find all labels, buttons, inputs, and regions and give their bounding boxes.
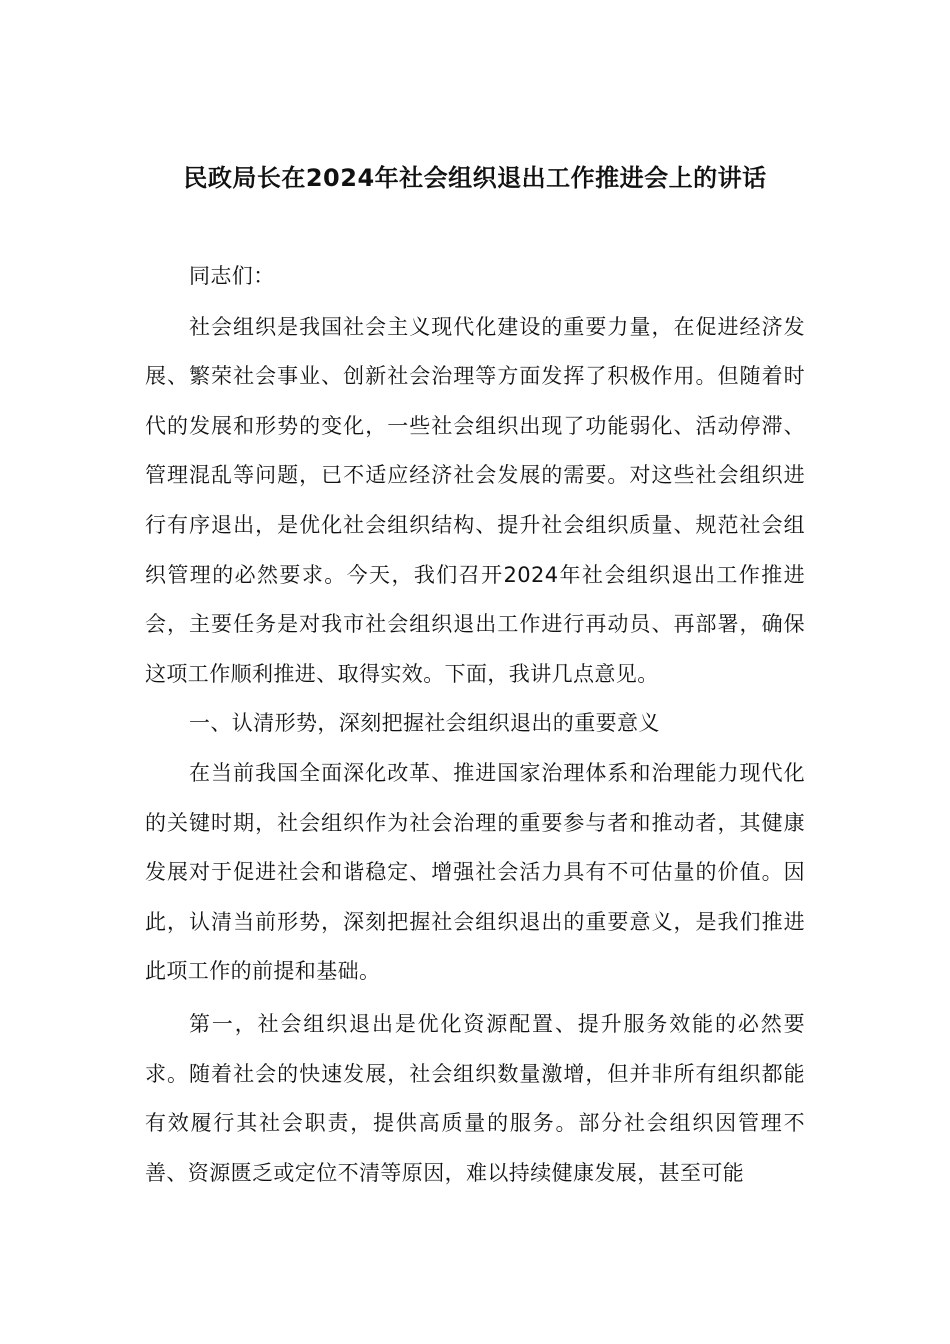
document-title: 民政局长在2024年社会组织退出工作推进会上的讲话	[183, 164, 767, 192]
paragraph-situation: 在当前我国全面深化改革、推进国家治理体系和治理能力现代化的关键时期，社会组织作为社会治理的重要参与者和推动者，其健康发展对于促进社会和谐稳定、增强社会活力具有不可估量的价值。因此，认清当前形势，深刻把握社会组织退出的重要意义，是我们推进此项工作的前提和基础。	[145, 760, 805, 984]
paragraph-intro: 社会组织是我国社会主义现代化建设的重要力量，在促进经济发展、繁荣社会事业、创新社会治理等方面发挥了积极作用。但随着时代的发展和形势的变化，一些社会组织出现了功能弱化、活动停滞、管理混乱等问题，已不适应经济社会发展的需要。对这些社会组织进行有序退出，是优化社会组织结构、提升社会组织质量、规范社会组织管理的必然要求。今天，我们召开2024年社会组织退出工作推进会，主要任务是对我市社会组织退出工作进行再动员、再部署，确保这项工作顺利推进、取得实效。下面，我讲几点意见。	[145, 314, 805, 686]
greeting-line: 同志们：	[189, 264, 275, 288]
document-body	[145, 252, 805, 1198]
section-heading-1: 一、认清形势，深刻把握社会组织退出的重要意义	[189, 711, 660, 736]
paragraph-point-1: 第一，社会组织退出是优化资源配置、提升服务效能的必然要求。随着社会的快速发展，社会组织数量激增，但并非所有组织都能有效履行其社会职责，提供高质量的服务。部分社会组织因管理不善、资源匮乏或定位不清等原因，难以持续健康发展，甚至可能	[145, 1011, 805, 1185]
